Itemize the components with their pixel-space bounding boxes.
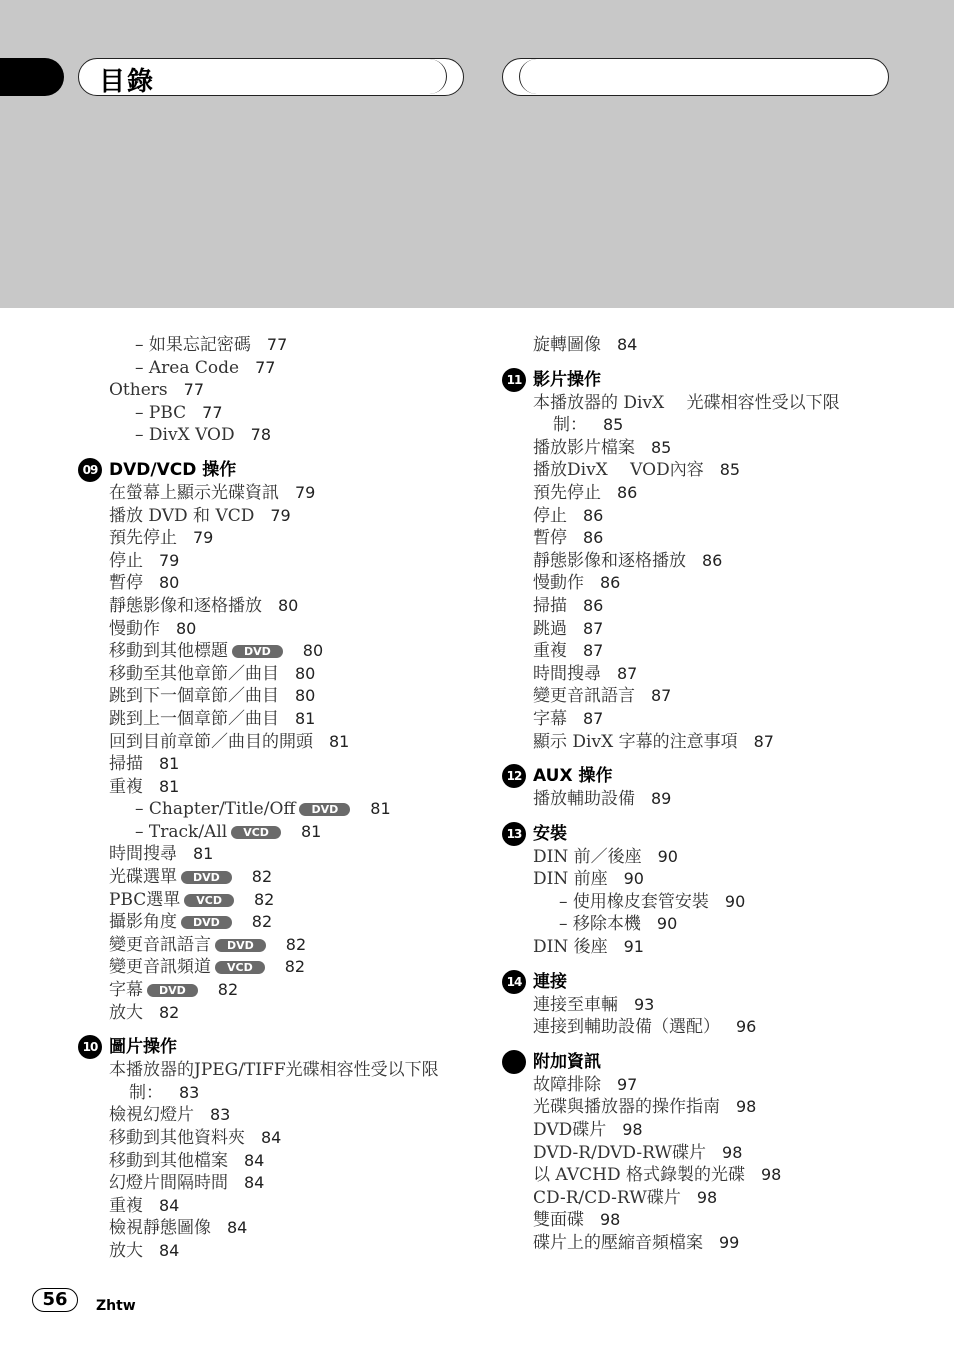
right-header-box (502, 58, 889, 96)
toc-entry-label: – 移除本機 (559, 914, 641, 935)
toc-entry (502, 1209, 922, 1232)
toc-entry-label: 光碟與播放器的操作指南 (533, 1097, 720, 1118)
toc-page-number: 80 (159, 573, 180, 593)
toc-entry-label: 播放輔助設備 (533, 789, 635, 810)
toc-page-number: 93 (634, 994, 655, 1014)
toc-page-number: 84 (617, 335, 638, 354)
toc-entry-label: 字幕 (533, 708, 567, 729)
toc-entry-label: 制： (129, 1082, 163, 1103)
toc-entry-label: – 使用橡皮套管安裝 (559, 891, 709, 912)
toc-entry-label: 故障排除 (533, 1074, 601, 1095)
toc-entry-label: 重複 (109, 1195, 143, 1216)
toc-entry (78, 640, 488, 663)
toc-page-number: 82 (253, 889, 275, 909)
toc-entry (502, 1016, 922, 1039)
toc-page-number: 84 (244, 1150, 265, 1170)
toc-entry-label: – Area Code (135, 357, 240, 378)
toc-page-number: 97 (617, 1074, 638, 1094)
toc-page-number: 80 (295, 686, 316, 706)
toc-entry (78, 595, 488, 618)
disc-type-badge: DVD (181, 916, 232, 929)
toc-entry-label: 碟片上的壓縮音頻檔案 (533, 1233, 703, 1253)
toc-entry (502, 913, 922, 936)
section-number-badge: 09 (78, 458, 102, 482)
toc-entry (502, 1074, 922, 1097)
section-heading (78, 458, 488, 482)
toc-page-number: 86 (600, 573, 621, 593)
toc-entry (78, 731, 488, 754)
toc-entry (78, 685, 488, 708)
toc-entry-label: PBC選單 (109, 889, 181, 910)
toc-page-number: 81 (370, 799, 391, 819)
toc-page-number: 81 (300, 821, 322, 841)
toc-page-number: 83 (210, 1105, 231, 1125)
toc-page-number: 86 (702, 550, 723, 570)
toc-page-number: 87 (583, 641, 604, 661)
toc-entry (502, 1232, 922, 1255)
section-title: 圖片操作 (109, 1037, 177, 1058)
toc-entry (502, 868, 922, 891)
toc-entry (78, 866, 488, 889)
toc-entry (78, 1104, 488, 1127)
toc-entry (78, 424, 488, 447)
section-title: 附加資訊 (533, 1051, 601, 1072)
toc-page-number: 86 (617, 482, 638, 502)
toc-page-number: 83 (179, 1082, 200, 1102)
section-number-badge: 10 (78, 1035, 102, 1059)
toc-page-number: 80 (302, 641, 324, 661)
toc-page-number: 82 (284, 957, 306, 977)
toc-entry-label: 時間搜尋 (533, 663, 601, 684)
toc-entry-label: 連接至車輛 (533, 994, 618, 1015)
section-heading (502, 822, 922, 846)
toc-entry (78, 1002, 488, 1025)
section-title: 安裝 (533, 823, 567, 844)
toc-entry-label: 靜態影像和逐格播放 (533, 550, 686, 571)
toc-entry-label: 幻燈片間隔時間 (109, 1173, 228, 1194)
toc-entry-label: DVD碟片 (533, 1120, 607, 1141)
toc-entry (78, 527, 488, 550)
toc-page-number: 81 (159, 776, 180, 796)
toc-page-number: 85 (603, 415, 624, 435)
toc-entry-label: 暫停 (533, 528, 567, 549)
toc-entry (78, 505, 488, 528)
toc-entry-label: 在螢幕上顯示光碟資訊 (109, 482, 279, 503)
toc-page-number: 90 (657, 846, 678, 866)
toc-entry-label: – Chapter/Title/Off (135, 799, 296, 820)
toc-entry (502, 527, 922, 550)
toc-entry-label: 慢動作 (533, 573, 584, 594)
toc-page-number: 77 (255, 357, 276, 377)
toc-entry-label: 雙面碟 (533, 1210, 584, 1231)
toc-entry (78, 379, 488, 402)
disc-type-badge: VCD (231, 826, 281, 839)
toc-entry (502, 595, 922, 618)
toc-entry-label: 播放 DVD 和 VCD (109, 505, 255, 526)
toc-entry (78, 1082, 488, 1105)
toc-entry-label: 旋轉圖像 (533, 335, 601, 355)
toc-entry-label: 靜態影像和逐格播放 (109, 595, 262, 616)
toc-page-number: 91 (623, 937, 644, 957)
toc-page-number: 80 (176, 618, 197, 638)
toc-page-number: 79 (159, 550, 180, 570)
toc-entry-label: 播放DivX VOD內容 (533, 460, 704, 481)
disc-type-badge: VCD (184, 894, 234, 907)
toc-page-number: 87 (651, 686, 672, 706)
toc-entry (502, 1187, 922, 1210)
toc-page-number: 98 (622, 1120, 643, 1140)
toc-entry (502, 482, 922, 505)
toc-page-number: 98 (722, 1142, 743, 1162)
toc-entry (502, 459, 922, 482)
toc-page-number: 98 (760, 1165, 782, 1185)
toc-entry (78, 753, 488, 776)
toc-page-number: 79 (270, 505, 291, 525)
toc-entry (78, 334, 488, 357)
toc-entry (78, 843, 488, 866)
toc-entry (78, 1127, 488, 1150)
toc-entry (78, 1240, 488, 1263)
disc-type-badge: DVD (232, 645, 283, 658)
section-heading (502, 970, 922, 994)
toc-entry-label: 停止 (533, 505, 567, 526)
toc-entry-label: 掃描 (109, 754, 143, 775)
toc-page-number: 98 (696, 1187, 718, 1207)
toc-page-number: 82 (251, 867, 273, 887)
disc-type-badge: DVD (215, 939, 266, 952)
toc-entry (78, 911, 488, 934)
toc-entry-label: – 如果忘記密碼 (135, 335, 251, 355)
toc-entry-label: 預先停止 (533, 482, 601, 503)
toc-entry (502, 414, 922, 437)
toc-entry (78, 572, 488, 595)
toc-page-number: 87 (583, 708, 604, 728)
toc-entry-label: 本播放器的JPEG/TIFF光碟相容性受以下限 (109, 1060, 439, 1081)
toc-page-number: 98 (736, 1097, 757, 1117)
section-title: 影片操作 (533, 369, 601, 390)
toc-entry-label: CD-R/CD-RW碟片 (533, 1187, 681, 1208)
toc-entry-label: 掃描 (533, 595, 567, 616)
toc-entry-label: Others (109, 380, 168, 401)
toc-entry (502, 663, 922, 686)
toc-page-number: 84 (227, 1218, 248, 1238)
toc-entry (502, 891, 922, 914)
toc-entry (502, 550, 922, 573)
toc-entry (502, 392, 922, 415)
toc-entry (502, 685, 922, 708)
toc-page-number: 79 (295, 482, 316, 502)
toc-entry-label: 變更音訊語言 (533, 686, 635, 707)
toc-entry (502, 731, 922, 754)
toc-entry (78, 1172, 488, 1195)
toc-entry-label: 字幕 (109, 980, 143, 1001)
toc-entry-label: 以 AVCHD 格式錄製的光碟 (533, 1165, 745, 1186)
toc-entry-label: 移動到其他資料夾 (109, 1128, 245, 1148)
toc-entry-label: 停止 (109, 550, 143, 571)
toc-page-number: 77 (202, 402, 223, 422)
toc-entry (502, 1096, 922, 1119)
toc-page-number: 86 (583, 505, 604, 525)
toc-entry (502, 994, 922, 1017)
toc-entry-label: 跳過 (533, 618, 567, 639)
toc-page-number: 82 (159, 1002, 180, 1022)
toc-entry-label: 制： (553, 415, 587, 436)
toc-entry-label: 本播放器的 DivX 光碟相容性受以下限 (533, 392, 840, 413)
toc-entry (502, 1142, 922, 1165)
toc-page-number: 80 (295, 663, 316, 683)
toc-entry (78, 1195, 488, 1218)
toc-entry-label: 預先停止 (109, 528, 177, 549)
header-band (0, 0, 954, 308)
toc-entry (502, 437, 922, 460)
toc-entry (78, 550, 488, 573)
toc-entry (78, 1059, 488, 1082)
toc-page-number: 84 (261, 1128, 282, 1147)
toc-page-number: 90 (724, 891, 746, 911)
toc-entry (78, 934, 488, 957)
toc-entry-label: DIN 前座 (533, 869, 608, 890)
toc-entry (502, 846, 922, 869)
toc-page-number: 80 (278, 595, 299, 615)
toc-page-number: 98 (600, 1210, 621, 1230)
toc-left-column (78, 334, 488, 1263)
disc-type-badge: VCD (215, 961, 265, 974)
section-number-badge: 13 (502, 822, 526, 846)
toc-page-number: 77 (183, 380, 204, 400)
section-number-badge: 12 (502, 764, 526, 788)
toc-page-number: 79 (193, 528, 214, 548)
toc-page-number: 84 (159, 1195, 180, 1215)
section-heading (502, 764, 922, 788)
toc-entry-label: 跳到下一個章節／曲目 (109, 686, 279, 707)
right-header-box-inner (519, 59, 888, 94)
toc-page-number: 82 (285, 934, 307, 954)
toc-page-number: 87 (617, 663, 638, 683)
toc-page-number: 90 (656, 914, 678, 934)
toc-entry (78, 663, 488, 686)
toc-entry (78, 821, 488, 844)
toc-entry (78, 402, 488, 425)
toc-entry-label: 移動至其他章節／曲目 (109, 663, 279, 684)
toc-entry-label: 重複 (533, 641, 567, 662)
toc-entry-label: 變更音訊語言 (109, 934, 211, 955)
toc-entry-label: 檢視靜態圖像 (109, 1218, 211, 1239)
toc-entry-label: DIN 後座 (533, 937, 608, 958)
toc-entry (502, 334, 922, 357)
disc-type-badge: DVD (181, 871, 232, 884)
toc-entry (78, 956, 488, 979)
toc-entry-label: DIN 前／後座 (533, 846, 642, 867)
toc-page-number: 81 (193, 844, 214, 864)
toc-entry-label: 慢動作 (109, 618, 160, 639)
section-heading (502, 1050, 922, 1074)
toc-entry-label: 移動到其他檔案 (109, 1150, 228, 1171)
toc-entry (78, 889, 488, 912)
toc-page-number: 87 (583, 618, 604, 638)
toc-page-number: 77 (266, 335, 288, 354)
toc-entry-label: 播放影片檔案 (533, 437, 635, 458)
toc-entry (502, 572, 922, 595)
toc-entry (502, 618, 922, 641)
toc-entry (78, 708, 488, 731)
language-code: Zhtw (96, 1298, 136, 1314)
toc-entry-label: 移動到其他標題 (109, 641, 228, 662)
toc-page-number: 85 (719, 460, 741, 480)
toc-entry-label: – DivX VOD (135, 425, 235, 446)
toc-page-number: 85 (651, 437, 672, 457)
section-number-badge: 14 (502, 970, 526, 994)
toc-right-column (502, 334, 922, 1255)
toc-page-number: 89 (651, 789, 672, 809)
toc-entry-label: 攝影角度 (109, 912, 177, 933)
toc-entry (502, 505, 922, 528)
toc-page-number: 86 (583, 528, 604, 548)
toc-entry (502, 640, 922, 663)
section-title: 連接 (533, 971, 567, 992)
toc-page-number: 90 (623, 869, 644, 889)
toc-entry-label: 變更音訊頻道 (109, 957, 211, 978)
section-tab (0, 58, 64, 96)
toc-entry-label: 檢視幻燈片 (109, 1105, 194, 1126)
toc-entry-label: – PBC (135, 402, 187, 423)
toc-entry (502, 936, 922, 959)
disc-type-badge: DVD (299, 803, 350, 816)
toc-page-number: 82 (217, 980, 239, 1000)
toc-page-number: 82 (251, 912, 273, 932)
toc-page-number: 81 (295, 708, 316, 728)
toc-entry-label: 時間搜尋 (109, 844, 177, 865)
toc-entry (502, 708, 922, 731)
toc-entry-label: 放大 (109, 1240, 143, 1261)
toc-entry (78, 357, 488, 380)
toc-entry-label: 放大 (109, 1002, 143, 1023)
toc-page-number: 84 (244, 1173, 265, 1193)
toc-page-number: 96 (736, 1017, 757, 1037)
toc-entry (78, 1217, 488, 1240)
toc-page-number: 81 (159, 754, 180, 774)
toc-page-number: 87 (753, 731, 774, 751)
toc-page-number: 99 (719, 1233, 740, 1252)
toc-entry (78, 979, 488, 1002)
toc-entry (78, 798, 488, 821)
toc-entry (78, 618, 488, 641)
toc-entry-label: 回到目前章節／曲目的開頭 (109, 731, 313, 752)
toc-entry (502, 1164, 922, 1187)
toc-page-number: 84 (159, 1240, 180, 1260)
page-title: 目錄 (99, 67, 156, 97)
toc-entry-label: 光碟選單 (109, 867, 177, 888)
page-number: 56 (32, 1288, 78, 1312)
toc-entry (502, 788, 922, 811)
toc-entry (502, 1119, 922, 1142)
disc-type-badge: DVD (147, 984, 198, 997)
section-heading (502, 368, 922, 392)
toc-entry-label: 暫停 (109, 573, 143, 594)
toc-page-number: 78 (250, 425, 271, 445)
toc-entry (78, 482, 488, 505)
toc-entry (78, 1150, 488, 1173)
section-number-badge (502, 1050, 526, 1074)
toc-entry (78, 776, 488, 799)
toc-entry-label: – Track/All (135, 821, 228, 842)
toc-entry-label: 連接到輔助設備（選配） (533, 1017, 720, 1038)
toc-page-number: 81 (329, 731, 350, 751)
section-title: AUX 操作 (533, 766, 613, 787)
section-heading (78, 1035, 488, 1059)
section-number-badge: 11 (502, 368, 526, 392)
toc-entry-label: DVD-R/DVD-RW碟片 (533, 1142, 707, 1163)
section-title: DVD/VCD 操作 (109, 459, 237, 480)
toc-entry-label: 跳到上一個章節／曲目 (109, 708, 279, 729)
toc-entry-label: 顯示 DivX 字幕的注意事項 (533, 731, 738, 752)
toc-entry-label: 重複 (109, 776, 143, 797)
title-box (78, 58, 464, 96)
toc-page-number: 86 (583, 595, 604, 615)
